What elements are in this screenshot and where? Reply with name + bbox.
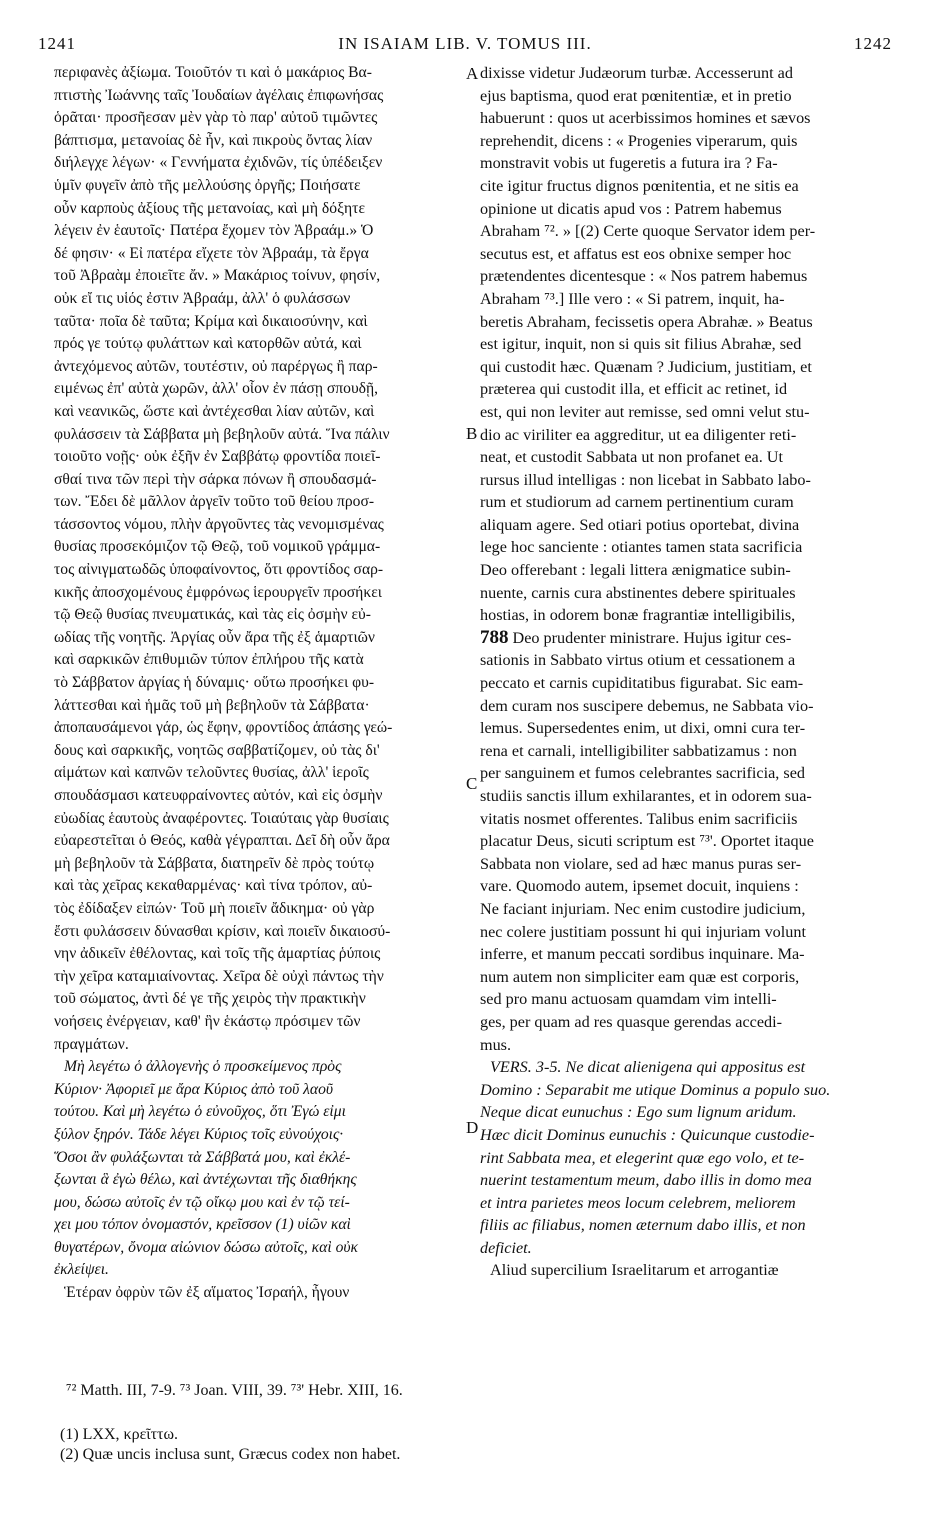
text-line: ἔστι φυλάσσειν δύνασθαι κρίσιν, καὶ ποιεῖν δικαιοσύ-	[54, 922, 391, 940]
text-line: τὸ Σάββατον ἀργίας ἡ δύναμις· οὕτω προσήκει φυ-	[54, 674, 375, 692]
text-line: secutus est, et affatus est eos obnixe semper hoc	[480, 244, 792, 263]
footnote-1: (1) LXX, κρεῖττω.	[60, 1426, 178, 1443]
running-title: IN ISAIAM LIB. V. TOMUS III.	[338, 34, 592, 53]
text-line: τούτου. Καὶ μὴ λεγέτω ὁ εὐνοῦχος, ὅτι Ἐγώ εἰμι	[54, 1103, 346, 1121]
text-line: νην ἀδικεῖν ἐθέλοντας, καὶ τοῖς τῆς ἁμαρτίας ῥύποις	[54, 945, 381, 963]
text-line: rena et carnali, intelligibiliter sabbatizamus : non	[480, 741, 797, 760]
text-line: VERS. 3-5. Ne dicat alienigena qui appositus est	[490, 1058, 806, 1077]
text-line: per sanguinem et fumos celebrantes sacrificia, sed	[480, 764, 805, 783]
text-line: ωδίας τῆς νοητῆς. Ἀργίας οὖν ἄρα τῆς ἐξ ἁμαρτιῶν	[54, 628, 375, 646]
text-line: habuerunt : quos ut acerbissimos homines et sævos	[480, 109, 811, 128]
text-line: λάττεσθαι καὶ ἡμᾶς τοῦ μὴ βεβηλοῦν τὰ Σάββατα·	[54, 696, 370, 714]
text-line: ἀντεχόμενος αὐτῶν, τουτέστιν, οὐ παρέργως ἢ παρ-	[54, 357, 378, 375]
text-line: præterea qui custodit illa, et efficit ac retinet, id	[480, 380, 788, 399]
scripture-refs: ⁷² Matth. III, 7-9. ⁷³ Joan. VIII, 39. ⁷³' Hebr. XIII, 16.	[66, 1382, 403, 1399]
text-line: εὐωδίας ἑαυτοὺς ἀναφέροντες. Τοιαύταις γὰρ θυσίαις	[54, 809, 389, 827]
text-line: ὁρᾶται· προσῆεσαν μὲν γὰρ τὸ παρ' αὐτοῦ τιμῶντες	[54, 109, 378, 127]
text-line: inferre, et manum peccati sordibus inquinare. Ma-	[480, 945, 805, 964]
text-line: θυγατέρων, ὄνομα αἰώνιον δώσω αὐτοῖς, καὶ οὐκ	[54, 1238, 359, 1256]
column-number: 788	[480, 626, 509, 648]
text-line: est igitur, inquit, non si quis sit filius Abrahæ, sed	[480, 335, 802, 354]
text-line: peccato et carnis cupiditatibus figurabat. Sic eam-	[480, 674, 804, 693]
text-line: τοιοῦτο νοῇς· οὐκ ἐξῆν ἐν Σαββάτῳ φροντίδα ποιεῖ-	[54, 448, 381, 466]
text-line: καὶ νεανικῶς, ὥστε καὶ ἀντέχεσθαι λίαν αὐτῶν, καὶ	[54, 402, 375, 420]
text-line: num autem non simpliciter eam quæ est corporis,	[480, 967, 800, 986]
margin-letter-a: A	[466, 64, 479, 83]
text-line: aliquam agere. Sed otiari potius oportebat, divina	[480, 515, 800, 534]
text-line: τάσσοντος νόμου, πλὴν ἀργοῦντες τὰς νενομισμένας	[54, 515, 384, 533]
text-line: mus.	[480, 1035, 512, 1054]
text-line: ταῦτα· ποῖα δὲ ταῦτα; Κρίμα καὶ δικαιοσύνην, καὶ	[54, 312, 368, 330]
text-line: nuente, carnis cura abstinentes debere spirituales	[480, 583, 796, 602]
text-line: μου, δώσω αὐτοῖς ἐν τῷ οἴκῳ μου καὶ ἐν τῷ τεί-	[54, 1193, 350, 1211]
text-line: τὴν χεῖρα καταμιαίνοντας. Χεῖρα δὲ οὐχὶ πάντως τὴν	[54, 967, 384, 985]
text-line: ges, per quam ad res quasque gerendas accedi-	[480, 1012, 783, 1031]
text-line: monstravit vobis ut fugeretis a futura ira ? Fa-	[480, 154, 778, 173]
text-line: rum et studiorum ad carnem pertinentium curam	[480, 493, 794, 512]
text-line: δέ φησιν· « Εἰ πατέρα εἴχετε τὸν Ἀβραάμ, τὰ ἔργα	[54, 244, 369, 262]
margin-letter-c: C	[466, 774, 478, 793]
text-line: Domino : Separabit me utique Dominus a populo suo.	[480, 1080, 831, 1099]
text-line: nuerint testamentum meum, dabo illis in domo mea	[480, 1171, 812, 1190]
page-number-right: 1242	[854, 34, 892, 53]
text-line: θυσίας προσεκόμιζον τῷ Θεῷ, τοῦ νομικοῦ γράμμα-	[54, 538, 381, 556]
text-line: πρός γε τούτῳ φυλάττων καὶ κατορθῶν αὐτά, καὶ	[54, 335, 362, 353]
text-line: περιφανὲς ἀξίωμα. Τοιοῦτόν τι καὶ ὁ μακάριος Βα-	[54, 64, 372, 81]
text-line: λέγειν ἐν ἑαυτοῖς· Πατέρα ἔχομεν τὸν Ἀβραάμ.» Ὁ	[54, 222, 374, 240]
text-line: Abraham ⁷². » [(2) Certe quoque Servator idem per-	[480, 222, 816, 241]
text-line: κικῆς ἀποσχομένους ἐμφρόνως ἱερουργεῖν προσήκει	[54, 583, 382, 601]
text-line: vare. Quomodo autem, ipsemet docuit, inquiens :	[480, 877, 799, 896]
text-line: placatur Deus, sicuti scriptum est ⁷³'. Oportet itaque	[480, 832, 814, 851]
text-line: rursus illud intelligas : non licebat in Sabbato labo-	[480, 470, 811, 489]
text-line: καὶ τὰς χεῖρας κεκαθαρμένας· καὶ τίνα τρόπον, αὐ-	[54, 877, 373, 895]
text-line: lege hoc sanciente : otiantes tamen stata sacrificia	[480, 538, 803, 557]
text-line: dem curam nos suscipere debemus, ne Sabbata vio-	[480, 696, 814, 715]
text-line: lemus. Supersedentes enim, ut dixi, omni cura ter-	[480, 719, 806, 738]
reference-notes	[54, 1380, 884, 1402]
text-line: dio ac viriliter ea aggreditur, ut ea diligenter reti-	[480, 425, 797, 444]
latin-column	[480, 62, 894, 1282]
text-line: reprehendit, dicens : « Progenies viperarum, quis	[480, 131, 798, 150]
text-line: διήλεγχε λέγων· « Γεννήματα ἐχιδνῶν, τίς ὑπέδειξεν	[54, 154, 383, 172]
text-line: Hæc dicit Dominus eunuchis : Quicunque custodie-	[480, 1125, 815, 1144]
text-line: ειμένως ἐπ' αὐτὰ χωρῶν, ἀλλ' οἷον ἐν πάσῃ σπουδῇ,	[54, 380, 379, 398]
text-line: αἱμάτων καὶ καπνῶν τελοῦντες θυσίας, ἀλλ' ἱεροῖς	[54, 764, 369, 782]
footnote-2: (2) Quæ uncis inclusa sunt, Græcus codex non habet.	[60, 1446, 401, 1463]
text-line: Sabbata non violare, sed ad hæc manus puras ser-	[480, 854, 802, 873]
text-line: τοῦ Ἀβραὰμ ἐποιεῖτε ἄν. » Μακάριος τοίνυν, φησίν,	[54, 267, 381, 285]
text-line: ἀποπαυσάμενοι γάρ, ὡς ἔφην, φροντίδος ἁπάσης γεώ-	[54, 719, 393, 737]
text-line: deficiet.	[480, 1238, 532, 1257]
text-line: Abraham ⁷³.] Ille vero : « Si patrem, inquit, ha-	[480, 289, 785, 308]
footnotes	[60, 1425, 890, 1465]
text-line-rest: Deo prudenter ministrare. Hujus igitur ces-	[512, 628, 792, 647]
text-line: vitatis nosmet offerentes. Talibus enim sacrificiis	[480, 809, 798, 828]
text-line: ejus baptisma, quod erat pœnitentiæ, et in pretio	[480, 86, 792, 105]
text-line: cite igitur fructus dignos pœnitentia, et ne sitis ea	[480, 176, 799, 195]
text-line: studiis sanctis illum exhilarantes, et in odorem sua-	[480, 787, 812, 805]
text-line: χει μου τόπον ὀνομαστόν, κρεῖσσον (1) υἱῶν καὶ	[54, 1216, 351, 1234]
text-line: Ne faciant injuriam. Nec enim custodire judicium,	[480, 899, 806, 918]
text-line: sed pro manu actuosam quamdam vim intelli-	[480, 990, 777, 1009]
text-line: ὑμῖν φυγεῖν ἀπὸ τῆς μελλούσης ὀργῆς; Ποιήσατε	[54, 176, 361, 194]
text-line	[480, 627, 894, 650]
text-line: Μὴ λεγέτω ὁ ἀλλογενὴς ὁ προσκείμενος πρὸς	[64, 1058, 342, 1076]
text-line: est, qui non leviter aut remisse, sed omni velut stu-	[480, 402, 810, 421]
page-number-left: 1241	[38, 34, 76, 53]
text-line: σθαί τινα τῶν περὶ τὴν σάρκα πόνων ἢ σπουδασμά-	[54, 470, 377, 488]
page-header	[38, 34, 892, 58]
text-line: Ὅσοι ἂν φυλάξωνται τὰ Σάββατά μου, καὶ ἐκλέ-	[54, 1148, 351, 1166]
text-line: nec colere justitiam possunt hi qui injuriam volunt	[480, 922, 806, 941]
text-line: τοῦ σώματος, ἀντὶ δέ γε τῆς χειρὸς τὴν πρακτικὴν	[54, 990, 366, 1008]
text-line: πραγμάτων.	[54, 1035, 129, 1053]
text-line: Neque dicat eunuchus : Ego sum lignum aridum.	[480, 1103, 797, 1122]
text-line: τος αἰνιγματωδῶς ὑποφαίνοντος, ὅτι φροντίδος σαρ-	[54, 561, 384, 579]
text-line: ξύλον ξηρόν. Τάδε λέγει Κύριος τοῖς εὐνούχοις·	[54, 1125, 344, 1143]
text-line: φυλάσσειν τὰ Σάββατα μὴ βεβηλοῦν αὐτά. Ἵνα πάλιν	[54, 425, 390, 443]
text-line: δους καὶ σαρκικῆς, νοητῶς σαββατίζομεν, οὐ τὰς δι'	[54, 741, 380, 759]
text-line: ἐκλείψει.	[54, 1261, 109, 1279]
text-line: opinione ut dicatis apud vos : Patrem habemus	[480, 199, 782, 218]
text-line: οὖν καρποὺς ἀξίους τῆς μετανοίας, καὶ μὴ δόξητε	[54, 199, 365, 217]
text-line: et intra parietes meos locum celebrem, meliorem	[480, 1193, 796, 1212]
text-line: Deo offerebant : legali littera ænigmatice subin-	[480, 561, 791, 580]
greek-column	[54, 62, 468, 1305]
margin-letter-d: D	[466, 1118, 479, 1137]
text-line: prætendentes dicentesque : « Nos patrem habemus	[480, 267, 808, 286]
text-line: καὶ σαρκικῶν ἐπιθυμιῶν τύπον ἐπλήρου τῆς κατὰ	[54, 651, 364, 669]
text-line: hostias, in odorem bonæ fragrantiæ intelligibilis,	[480, 606, 796, 625]
text-line: τὸς ἐδίδαξεν εἰπών· Τοῦ μὴ ποιεῖν ἄδικημα· οὐ γὰρ	[54, 899, 375, 917]
text-line: βάπτισμα, μετανοίας δὲ ἦν, καὶ πικροὺς ὄντας λίαν	[54, 131, 373, 149]
text-line: εὐαρεστεῖται ὁ Θεός, καθὰ γέγραπται. Δεῖ δὴ οὖν ἄρα	[54, 832, 390, 850]
text-line: των. Ἔδει δὲ μᾶλλον ἀργεῖν τοῦτο τοῦ θείου προσ-	[54, 493, 375, 511]
text-line: οὐκ εἴ τις υἱός ἐστιν Ἀβραάμ, ἀλλ' ὁ φυλάσσων	[54, 289, 351, 307]
text-line: μὴ βεβηλοῦν τὰ Σάββατα, διατηρεῖν δὲ πρὸς τούτῳ	[54, 854, 375, 872]
text-line: sationis in Sabbato virtus otium et cessationem a	[480, 651, 796, 670]
text-line: νοήσεις ἐνέργειαν, καθ' ἣν ἑκάστῳ πρόσιμεν τῶν	[54, 1012, 361, 1030]
text-line: qui custodit hæc. Quænam ? Judicium, justitiam, et	[480, 357, 812, 376]
text-line: Aliud supercilium Israelitarum et arrogantiæ	[490, 1261, 779, 1280]
text-line: rint Sabbata mea, et elegerint quæ ego volo, et te-	[480, 1148, 805, 1167]
text-line: Κύριον· Ἀφοριεῖ με ἄρα Κύριος ἀπὸ τοῦ λαοῦ	[54, 1080, 334, 1098]
text-line: Ἑτέραν ὀφρὺν τῶν ἐξ αἵματος Ἰσραήλ, ἦγουν	[64, 1284, 350, 1302]
text-line: τῷ Θεῷ θυσίας πνευματικάς, καὶ τὰς εἰς ὀσμὴν εὐ-	[54, 606, 371, 624]
text-line: filiis ac filiabus, nomen æternum dabo illis, et non	[480, 1216, 806, 1235]
text-line: neat, et custodit Sabbata ut non profanet ea. Ut	[480, 448, 783, 467]
text-line: σπουδάσμασι κατευφραίνοντες αὐτόν, καὶ εἰς ὀσμὴν	[54, 787, 383, 804]
text-line: πτιστὴς Ἰωάννης ταῖς Ἰουδαίων ἀγέλαις ἐπιφωνήσας	[54, 86, 384, 104]
margin-letter-b: B	[466, 424, 478, 443]
text-line: ξωνται ἃ ἐγὼ θέλω, καὶ ἀντέχωνται τῆς διαθήκης	[54, 1171, 357, 1189]
text-line: beretis Abraham, fecissetis opera Abrahæ. » Beatus	[480, 312, 813, 331]
text-line: dixisse videtur Judæorum turbæ. Accesserunt ad	[480, 64, 793, 82]
